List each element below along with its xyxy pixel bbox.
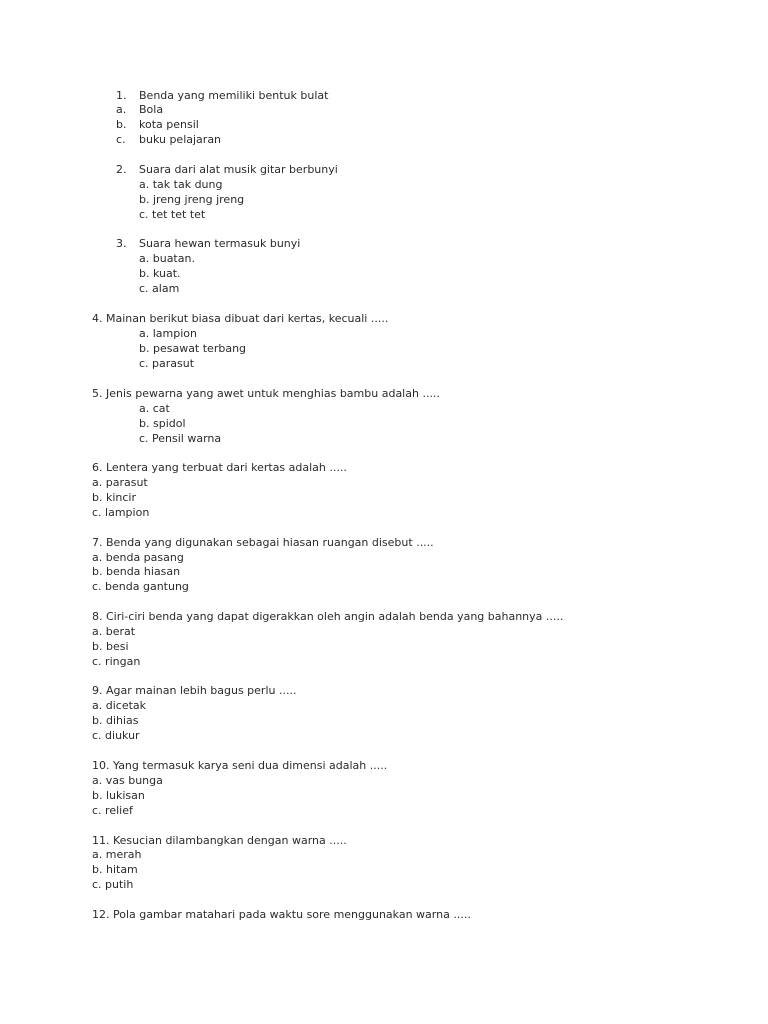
q6-question: 6. Lentera yang terbuat dari kertas adalah ..... xyxy=(92,461,347,474)
q10-option-c: c. relief xyxy=(92,804,133,817)
q11-question: 11. Kesucian dilambangkan dengan warna ..... xyxy=(92,834,347,847)
q5-option-c: c. Pensil warna xyxy=(139,432,222,445)
q4-option-c: c. parasut xyxy=(139,357,195,370)
q7-question: 7. Benda yang digunakan sebagai hiasan ruangan disebut ..... xyxy=(92,536,434,549)
q5-question: 5. Jenis pewarna yang awet untuk menghias bambu adalah ..... xyxy=(92,387,440,400)
q8-question: 8. Ciri-ciri benda yang dapat digerakkan oleh angin adalah benda yang bahannya ..... xyxy=(92,610,564,623)
q2-number: 2. xyxy=(116,163,127,176)
q12-question: 12. Pola gambar matahari pada waktu sore menggunakan warna ..... xyxy=(92,908,471,921)
q6-option-b: b. kincir xyxy=(92,491,136,504)
q8-option-b: b. besi xyxy=(92,640,129,653)
q4-option-b: b. pesawat terbang xyxy=(139,342,247,355)
q2-option-c: c. tet tet tet xyxy=(139,208,206,221)
q8-option-a: a. berat xyxy=(92,625,136,638)
q2-question: Suara dari alat musik gitar berbunyi xyxy=(139,163,338,176)
q5-option-b: b. spidol xyxy=(139,417,186,430)
q1-option-a: Bola xyxy=(139,103,164,116)
q7-option-b: b. benda hiasan xyxy=(92,565,181,578)
q11-option-a: a. merah xyxy=(92,848,142,861)
q1-question: Benda yang memiliki bentuk bulat xyxy=(139,89,329,102)
q11-option-c: c. putih xyxy=(92,878,134,891)
q1-option-c: buku pelajaran xyxy=(139,133,222,146)
q3-option-a: a. buatan. xyxy=(139,252,195,265)
q9-question: 9. Agar mainan lebih bagus perlu ..... xyxy=(92,684,297,697)
q1-number: 1. xyxy=(116,89,127,102)
q1-option-c-label: c. xyxy=(116,133,126,146)
q11-option-b: b. hitam xyxy=(92,863,138,876)
q6-option-c: c. lampion xyxy=(92,506,150,519)
q3-number: 3. xyxy=(116,237,127,250)
q7-option-c: c. benda gantung xyxy=(92,580,189,593)
q8-option-c: c. ringan xyxy=(92,655,141,668)
q3-option-b: b. kuat. xyxy=(139,267,181,280)
q4-option-a: a. lampion xyxy=(139,327,197,340)
q1-option-a-label: a. xyxy=(116,103,127,116)
q3-option-c: c. alam xyxy=(139,282,180,295)
q1-option-b-label: b. xyxy=(116,118,127,131)
q2-option-b: b. jreng jreng jreng xyxy=(139,193,245,206)
q9-option-c: c. diukur xyxy=(92,729,140,742)
q9-option-a: a. dicetak xyxy=(92,699,147,712)
q4-question: 4. Mainan berikut biasa dibuat dari kertas, kecuali ..... xyxy=(92,312,389,325)
q3-question: Suara hewan termasuk bunyi xyxy=(139,237,301,250)
q2-option-a: a. tak tak dung xyxy=(139,178,223,191)
q10-question: 10. Yang termasuk karya seni dua dimensi adalah ..... xyxy=(92,759,388,772)
q7-option-a: a. benda pasang xyxy=(92,551,184,564)
q10-option-a: a. vas bunga xyxy=(92,774,163,787)
q6-option-a: a. parasut xyxy=(92,476,148,489)
q1-option-b: kota pensil xyxy=(139,118,199,131)
q10-option-b: b. lukisan xyxy=(92,789,145,802)
q5-option-a: a. cat xyxy=(139,402,170,415)
q9-option-b: b. dihias xyxy=(92,714,139,727)
